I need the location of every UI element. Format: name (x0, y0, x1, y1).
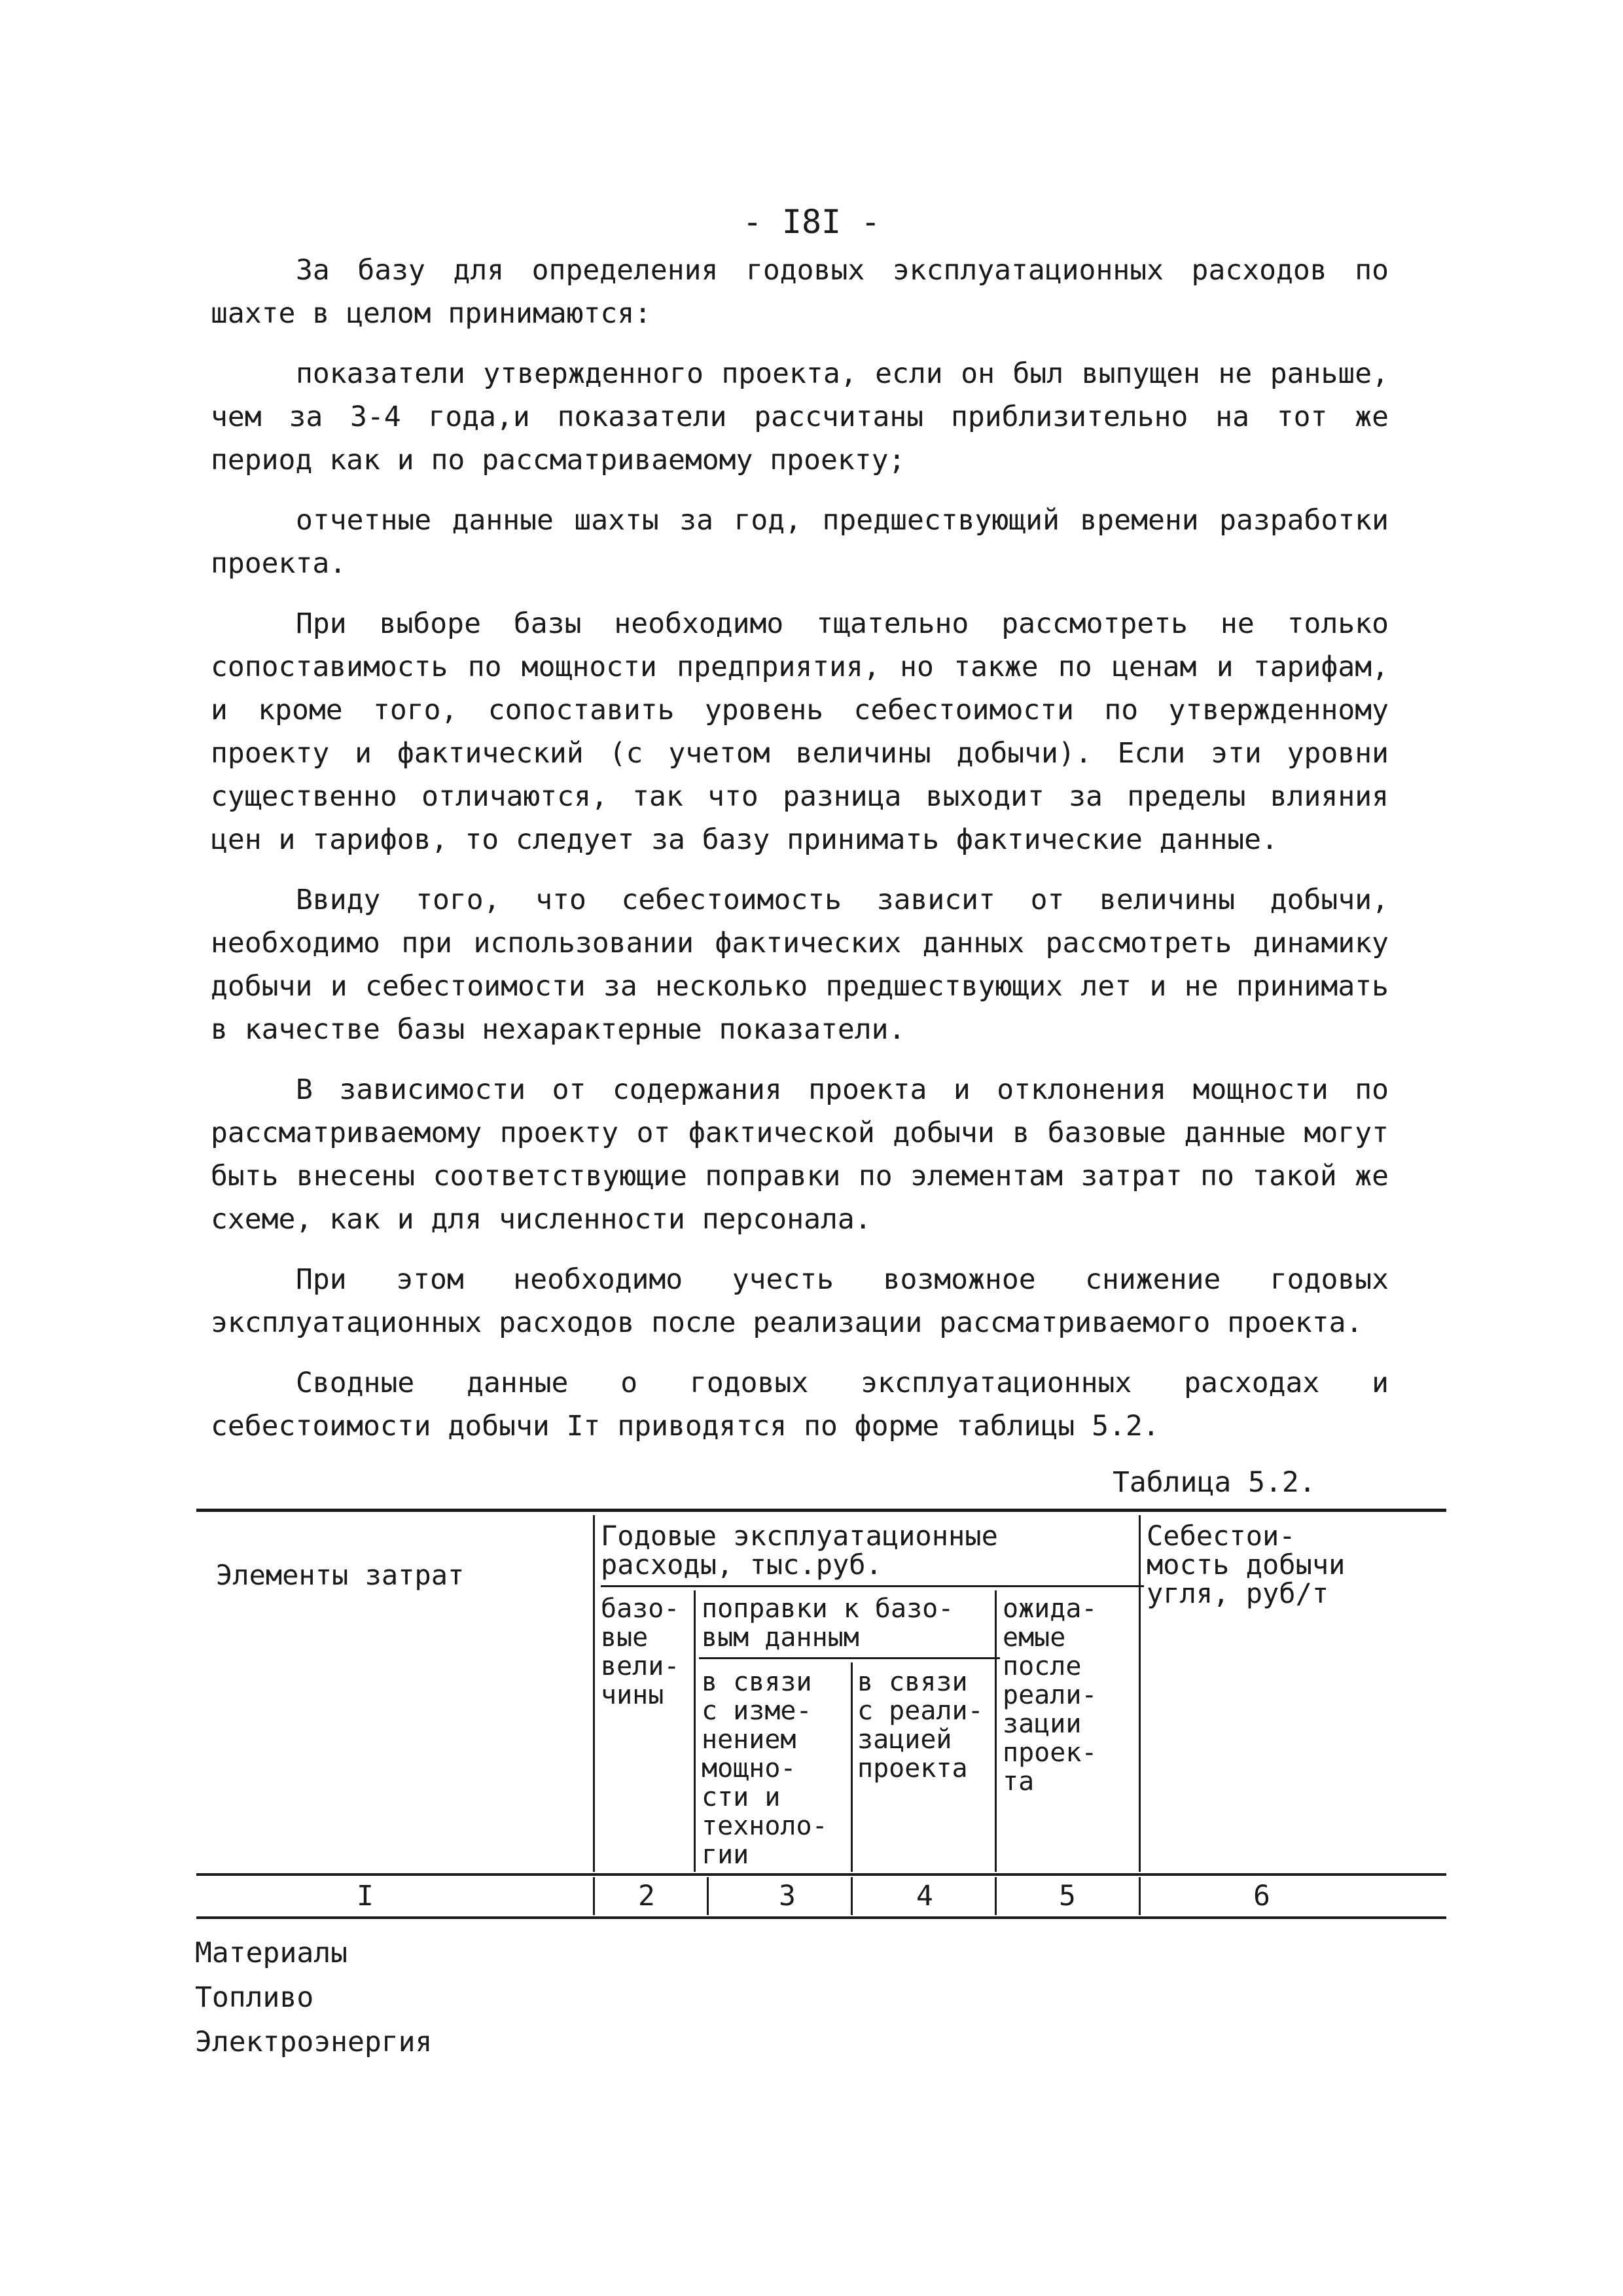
header-expected: ожида- емые после реали- зации проек- та (1003, 1594, 1097, 1797)
paragraph: Сводные данные о годовых эксплуатационных расходах и себестоимости добычи Iт приводятся по форме таблицы 5.2. (211, 1367, 1389, 1443)
header-bottom-rule (196, 1873, 1446, 1876)
paragraph: При выборе базы необходимо тщательно рассмотреть не только сопоставимость по мощности предприятия, но также по ценам и тарифам, и кроме того, сопоставить уровень себестоимости по утвержденному проекту и фактический (с учетом величины добычи). Если эти уровни существенно отличаются, так что разница выходит за пределы влияния цен и тарифов, то следует за базу принимать фактические данные. (211, 607, 1389, 856)
column-separator (707, 1877, 709, 1915)
page-number: - I8I - (742, 203, 881, 241)
header-corrections: поправки к базо- вым данным (702, 1594, 954, 1653)
column-separator (1139, 1515, 1141, 1872)
column-number: 2 (638, 1880, 655, 1912)
table-caption: Таблица 5.2. (1113, 1466, 1316, 1499)
body-text (211, 249, 1389, 1461)
numbers-bottom-rule (196, 1916, 1446, 1919)
column-separator (694, 1590, 696, 1872)
table-row: Электроэнергия (195, 2026, 433, 2058)
table-row: Материалы (195, 1937, 348, 1969)
header-annual-costs: Годовые эксплуатационные расходы, тыс.руб. (601, 1520, 998, 1581)
header-capacity-change: в связи с изме- нением мощно- сти и техноло- гии (702, 1667, 828, 1870)
column-number: 6 (1253, 1880, 1270, 1912)
column-separator (851, 1662, 853, 1872)
table-rows (195, 1931, 432, 2064)
paragraph: За базу для определения годовых эксплуатационных расходов по шахте в целом принимаются: (211, 254, 1389, 330)
header-project-realization: в связи с реали- зацией проекта (857, 1667, 984, 1784)
column-number: 5 (1059, 1880, 1076, 1912)
column-separator (593, 1877, 595, 1915)
table-row: Топливо (195, 1981, 314, 2014)
annual-costs-underline (601, 1585, 1144, 1587)
column-separator (995, 1590, 997, 1872)
column-separator (1139, 1877, 1141, 1915)
paragraph: При этом необходимо учесть возможное снижение годовых эксплуатационных расходов после реализации рассматриваемого проекта. (211, 1263, 1389, 1339)
header-cost-price: Себестои- мость добычи угля, руб/т (1147, 1520, 1346, 1609)
paragraph: Ввиду того, что себестоимость зависит от величины добычи, необходимо при использовании фактических данных рассмотреть динамику добычи и себестоимости за несколько предшествующих лет и не принимать в качестве базы нехарактерные показатели. (211, 884, 1389, 1046)
column-separator (593, 1515, 595, 1872)
corrections-underline (699, 1657, 1000, 1659)
column-separator (995, 1877, 997, 1915)
header-base-values: базо- вые вели- чины (601, 1594, 680, 1710)
column-number: 3 (779, 1880, 796, 1912)
paragraph: В зависимости от содержания проекта и отклонения мощности по рассматриваемому проекту от фактической добычи в базовые данные могут быть внесены соответствующие поправки по элементам затрат по такой же схеме, как и для численности персонала. (211, 1073, 1389, 1236)
paragraph: отчетные данные шахты за год, предшествующий времени разработки проекта. (211, 504, 1389, 580)
header-elements: Элементы затрат (216, 1559, 465, 1591)
paragraph: показатели утвержденного проекта, если он был выпущен не раньше, чем за 3-4 года,и показатели рассчитаны приблизительно на тот же период как и по рассматриваемому проекту; (211, 357, 1389, 476)
column-number: 4 (916, 1880, 933, 1912)
column-number: I (357, 1880, 374, 1912)
column-separator (851, 1877, 853, 1915)
table-top-rule (196, 1509, 1446, 1512)
